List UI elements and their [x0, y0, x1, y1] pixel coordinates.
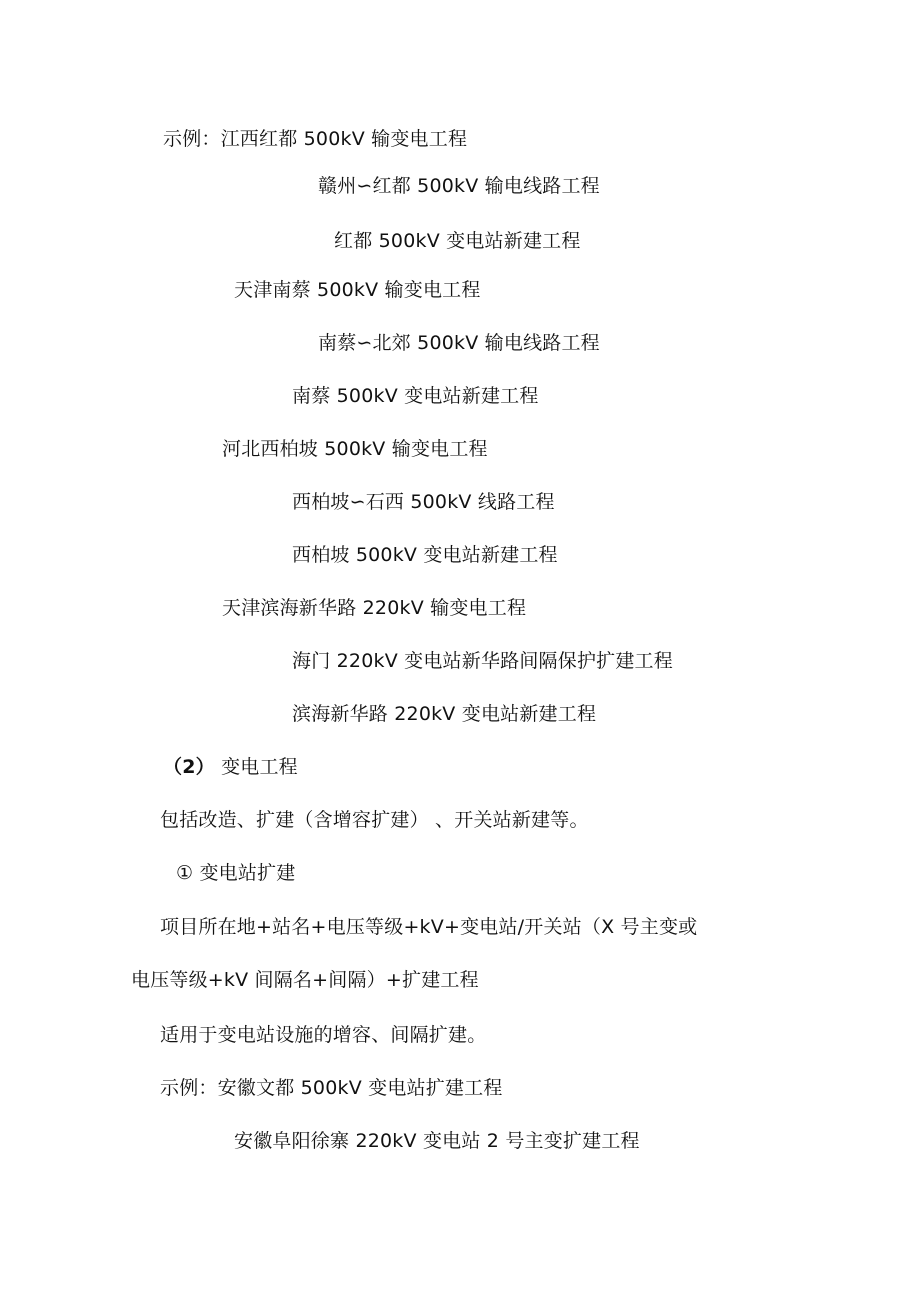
hongdu-substation-item: 红都 500kV 变电站新建工程: [334, 230, 581, 252]
hebei-xibaipo-project: 河北西柏坡 500kV 输变电工程: [222, 438, 488, 460]
tianjin-nancai-project: 天津南蔡 500kV 输变电工程: [234, 279, 481, 301]
naming-rule-line-2: 电压等级+kV 间隔名+间隔）+扩建工程: [131, 969, 479, 991]
section-description: 包括改造、扩建（含增容扩建） 、开关站新建等。: [160, 809, 589, 831]
sub-item-heading: ① 变电站扩建: [176, 862, 296, 884]
naming-rule-line-1: 项目所在地+站名+电压等级+kV+变电站/开关站（X 号主变或: [160, 916, 698, 938]
section-heading: [163, 755, 298, 779]
ganzhou-hongdu-line-item: 赣州∽红都 500kV 输电线路工程: [318, 175, 600, 197]
nancai-beijiao-line-item: 南蔡∽北郊 500kV 输电线路工程: [318, 332, 600, 354]
section-number: （2）: [163, 756, 215, 778]
anhui-fuyang-item: 安徽阜阳徐寨 220kV 变电站 2 号主变扩建工程: [234, 1130, 640, 1152]
example-2-line: 示例：安徽文都 500kV 变电站扩建工程: [160, 1077, 503, 1099]
haimen-extension-item: 海门 220kV 变电站新华路间隔保护扩建工程: [292, 650, 673, 672]
nancai-substation-item: 南蔡 500kV 变电站新建工程: [292, 385, 539, 407]
example-intro-line: 示例：江西红都 500kV 输变电工程: [163, 128, 468, 150]
xibaipo-shixi-line-item: 西柏坡∽石西 500kV 线路工程: [292, 491, 555, 513]
applicability-text: 适用于变电站设施的增容、间隔扩建。: [160, 1024, 487, 1046]
xibaipo-substation-item: 西柏坡 500kV 变电站新建工程: [292, 544, 558, 566]
tianjin-binhai-project: 天津滨海新华路 220kV 输变电工程: [222, 597, 527, 619]
binhai-substation-item: 滨海新华路 220kV 变电站新建工程: [292, 703, 597, 725]
section-title: 变电工程: [214, 756, 298, 778]
